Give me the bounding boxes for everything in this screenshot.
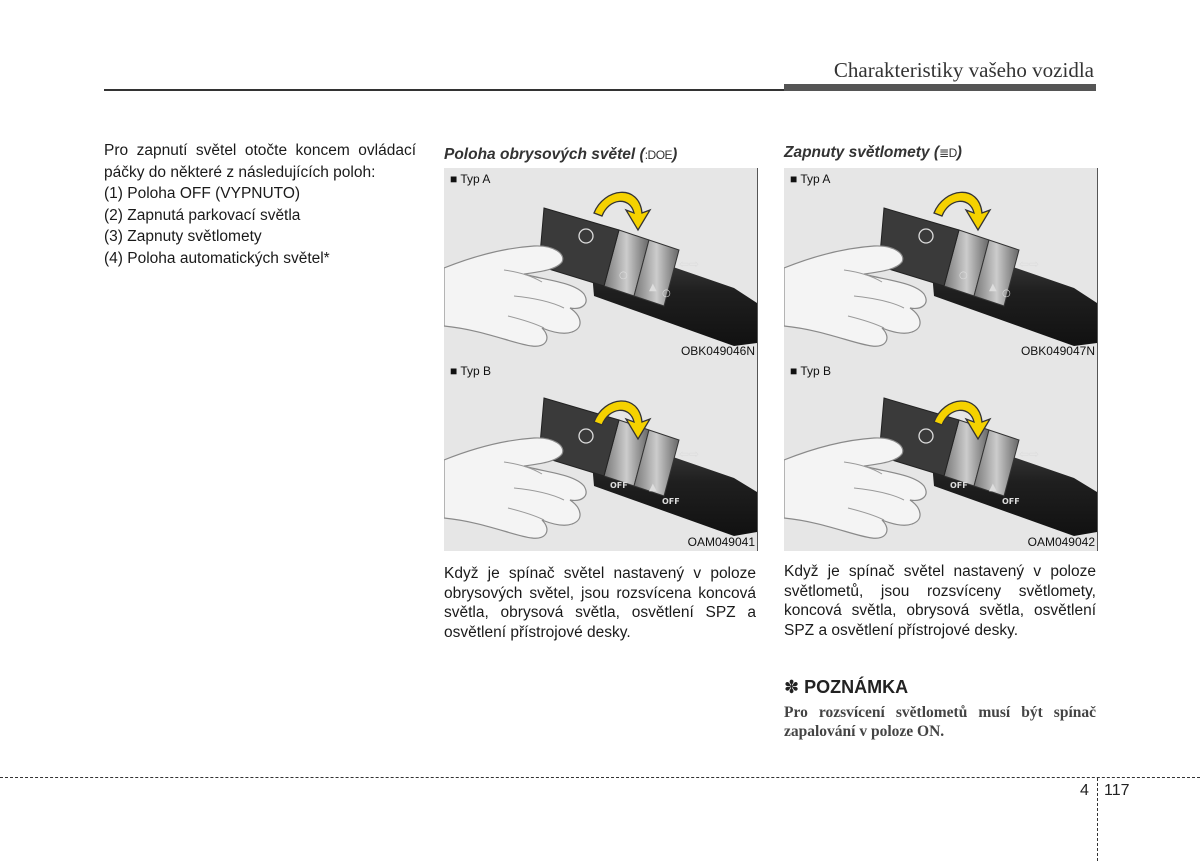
footer-vertical-divider: [1097, 778, 1098, 861]
caption-text: Když je spínač světel nastavený v poloze světlometů, jsou rozsvíceny světlomety, koncová světla, obrysová světla, osvětlení SPZ a osvětlení přístrojové desky.: [784, 563, 1096, 639]
position-item: (1) Poloha OFF (VYPNUTO): [104, 185, 301, 202]
figure-parking-typ-b: [444, 360, 758, 551]
position-item: (4) Poloha automatických světel*: [104, 249, 330, 267]
light-switch-stalk-illustration: [444, 360, 757, 551]
headlight-symbol-icon: ≣D: [939, 146, 957, 160]
figure-code: OBK049047N: [1020, 344, 1095, 358]
caption-text: Když je spínač světel nastavený v poloze obrysových světel, jsou rozsvícena koncová světla, obrysová světla, osvětlení SPZ a osvětlení přístrojové desky.: [444, 565, 756, 641]
position-list: [104, 183, 416, 269]
section-title-headlights: [784, 144, 962, 162]
header-rule-accent: [784, 84, 1096, 91]
figure-headlights-typ-a: [784, 168, 1098, 360]
light-switch-stalk-illustration: [444, 168, 757, 360]
parking-light-symbol-icon: :DOE: [644, 148, 673, 162]
header-rule: [104, 89, 784, 91]
caption-headlights: [784, 562, 1096, 640]
figure-type-label: ■ Typ B: [450, 364, 492, 378]
note-text: Pro rozsvícení světlometů musí být spínač zapalování v poloze ON.: [784, 704, 1096, 740]
page-number: 117: [1104, 782, 1130, 799]
position-item: (3) Zapnuty světlomety: [104, 228, 262, 245]
chapter-number: 4: [1080, 782, 1089, 799]
figure-type-label: ■ Typ B: [790, 364, 832, 378]
note-heading: ✽ POZNÁMKA: [784, 677, 909, 697]
section-title-close: ): [672, 146, 678, 163]
figure-code: OAM049041: [687, 535, 755, 549]
footer-divider: [0, 777, 1200, 778]
figure-code: OAM049042: [1027, 535, 1095, 549]
intro-text: Pro zapnutí světel otočte koncem ovládací páčky do některé z následujících poloh:: [104, 142, 416, 181]
caption-parking: [444, 564, 756, 642]
section-title-text: Zapnuty světlomety (: [784, 144, 940, 161]
section-title-parking: [444, 146, 677, 164]
position-item: (2) Zapnutá parkovací světla: [104, 206, 301, 224]
header-title: Charakteristiky vašeho vozidla: [833, 58, 1094, 82]
intro-column: [104, 140, 416, 269]
figure-type-label: ■ Typ A: [790, 172, 831, 186]
light-switch-stalk-illustration: [784, 360, 1097, 551]
figure-type-label: ■ Typ A: [450, 172, 491, 186]
light-switch-stalk-illustration: [784, 168, 1097, 360]
figure-headlights-typ-b: [784, 360, 1098, 551]
figure-code: OBK049046N: [680, 344, 755, 358]
section-title-text: Poloha obrysových světel (: [444, 146, 645, 163]
section-title-close: ): [956, 144, 962, 161]
figure-parking-typ-a: [444, 168, 758, 360]
